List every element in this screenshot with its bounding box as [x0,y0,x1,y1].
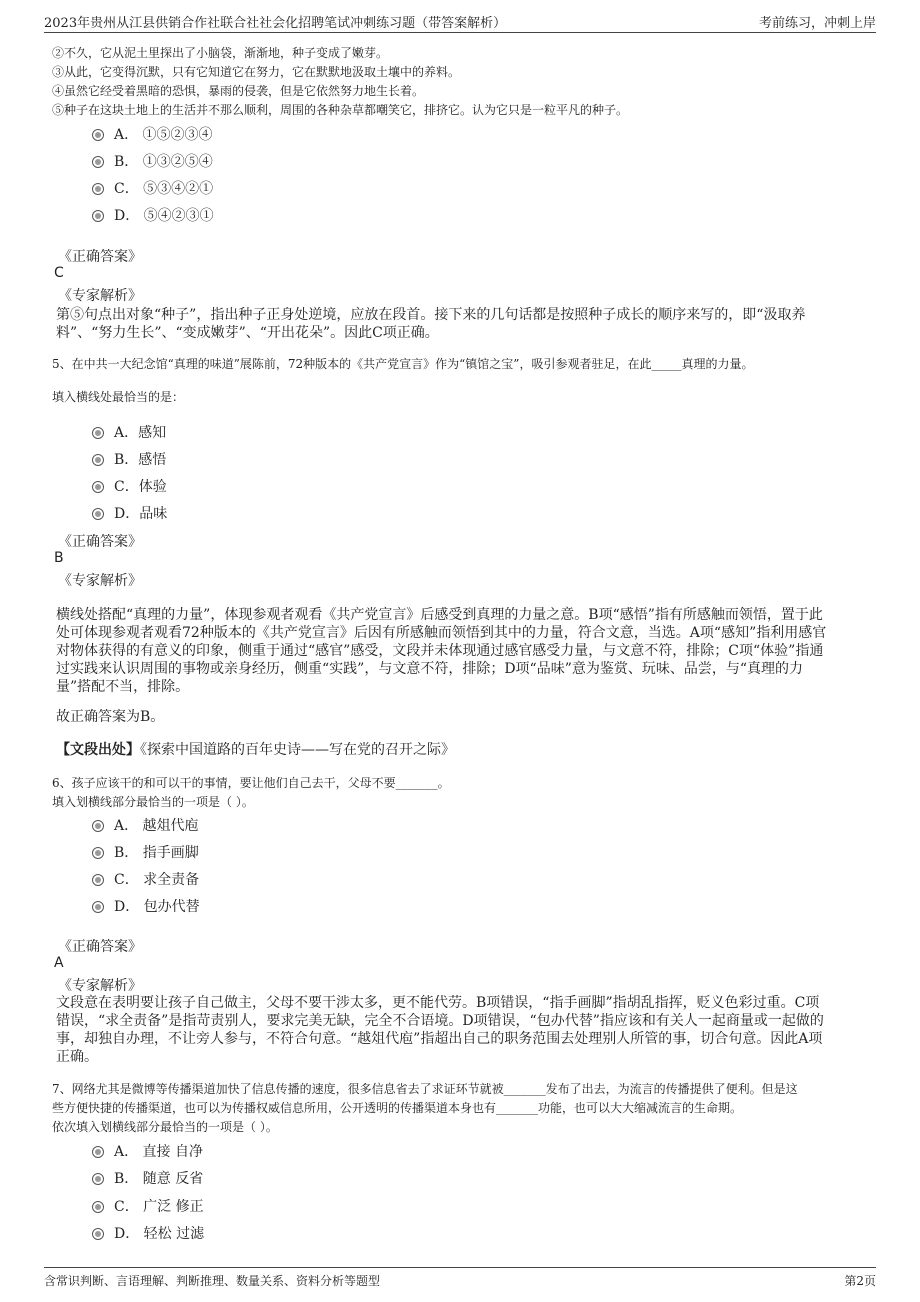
q7-option-c[interactable]: C． 广泛 修正 [92,1196,204,1216]
q5-answer: B [54,550,64,566]
radio-icon[interactable] [92,508,104,520]
q4-option-d[interactable]: D． ⑤④②③① [92,205,214,225]
page-number: 第2页 [844,1274,876,1288]
source-text: 《探索中国道路的百年史诗——写在党的召开之际》 [140,742,455,758]
q6-answer: A [54,955,64,971]
q5-option-b[interactable]: B．感悟 [92,449,166,469]
document-title: 2023年贵州从江县供销合作社联合社社会化招聘笔试冲刺练习题（带答案解析） [44,16,507,31]
q5-option-d[interactable]: D．品味 [92,503,167,523]
q5-analysis-line: 横线处搭配“真理的力量”，体现参观者观看《共产党宣言》后感受到真理的力量之意。B项“感悟”指有所感触而领悟，置于此 [56,607,823,623]
q4-option-b[interactable]: B． ①③②⑤④ [92,151,213,171]
q5-option-a[interactable]: A．感知 [92,422,166,442]
q5-analysis-line: 对物体获得的有意义的印象，侧重于通过“感官”感受，文段并未体现通过感官感受力量，与文意不符，排除；C项“体验”指通 [56,643,824,659]
header-slogan: 考前练习，冲刺上岸 [758,16,876,31]
q4-statement: ②不久，它从泥土里探出了小脑袋，渐渐地，种子变成了嫩芽。 [52,46,389,60]
q4-analysis-label: 《专家解析》 [58,288,142,304]
radio-icon[interactable] [92,454,104,466]
radio-icon[interactable] [92,874,104,886]
q5-analysis-line: 过实践来认识周围的事物或亲身经历，侧重“实践”，与文意不符，排除；D项“品味”意为鉴赏、玩味、品尝，与“真理的力 [56,661,804,677]
radio-icon[interactable] [92,1201,104,1213]
q4-statement: ④虽然它经受着黑暗的恐惧，暴雨的侵袭，但是它依然努力地生长着。 [52,84,425,98]
q5-option-c[interactable]: C．体验 [92,476,167,496]
radio-icon[interactable] [92,901,104,913]
q7-option-d[interactable]: D． 轻松 过滤 [92,1223,204,1243]
q6-prompt: 填入划横线部分最恰当的一项是（ ）。 [52,795,254,809]
q6-answer-label: 《正确答案》 [58,939,142,955]
radio-icon[interactable] [92,129,104,141]
radio-icon[interactable] [92,210,104,222]
q5-prompt: 填入横线处最恰当的是： [52,390,185,404]
q6-question: 6、孩子应该干的和可以干的事情，要让他们自己去干，父母不要_______。 [52,776,450,790]
q6-analysis-line: 文段意在表明要让孩子自己做主，父母不要干涉太多，更不能代劳。B项错误，“指手画脚”指胡乱指挥，贬义色彩过重。C项 [56,995,820,1011]
q4-option-c[interactable]: C． ⑤③④②① [92,178,213,198]
q5-question: 5、在中共一大纪念馆“真理的味道”展陈前，72种版本的《共产党宣言》作为“镇馆之宝”，吸引参观者驻足，在此_____真理的力量。 [52,357,754,371]
q6-option-c[interactable]: C． 求全责备 [92,869,199,889]
q4-answer-label: 《正确答案》 [58,249,142,265]
q6-option-d[interactable]: D． 包办代替 [92,896,200,916]
q7-option-a[interactable]: A． 直接 自净 [92,1141,203,1161]
page-header [44,10,876,33]
q6-analysis-line: 错误，“求全责备”是指苛责别人，要求完美无缺，完全不合语境。D项错误，“包办代替”指应该和有关人一起商量或一起做的 [56,1013,824,1029]
q6-option-b[interactable]: B． 指手画脚 [92,842,199,862]
q7-question-line: 7、网络尤其是微博等传播渠道加快了信息传播的速度，很多信息省去了求证环节就被_______发布了出去，为流言的传播提供了便利。但是这 [52,1082,798,1096]
q5-analysis-label: 《专家解析》 [58,573,142,589]
q4-option-a[interactable]: A． ①⑤②③④ [92,124,213,144]
q5-source [56,739,455,759]
q4-analysis-line: 第⑤句点出对象“种子”，指出种子正身处逆境，应放在段首。接下来的几句话都是按照种子成长的顺序来写的，即“汲取养 [56,307,806,323]
radio-icon[interactable] [92,1173,104,1185]
q5-answer-label: 《正确答案》 [58,534,142,550]
q5-analysis-line: 处可体现参观者观看72种版本的《共产党宣言》后因有所感触而领悟到其中的力量，符合文意，当选。A项“感知”指利用感官 [56,625,827,641]
footer-topics: 含常识判断、言语理解、判断推理、数量关系、资料分析等题型 [44,1274,381,1288]
radio-icon[interactable] [92,481,104,493]
q4-statement: ⑤种子在这块土地上的生活并不那么顺利，周围的各种杂草都嘲笑它，排挤它。认为它只是一粒平凡的种子。 [52,103,629,117]
q7-option-b[interactable]: B． 随意 反省 [92,1168,203,1188]
radio-icon[interactable] [92,156,104,168]
q4-analysis-line: 料”、“努力生长”、“变成嫩芽”、“开出花朵”。因此C项正确。 [56,325,439,341]
q7-question-line: 些方便快捷的传播渠道，也可以为传播权威信息所用，公开透明的传播渠道本身也有_______功能，也可以大大缩减流言的生命期。 [52,1101,743,1115]
q7-prompt: 依次填入划横线部分最恰当的一项是（ ）。 [52,1120,278,1134]
q4-statement: ③从此，它变得沉默，只有它知道它在努力，它在默默地汲取土壤中的养料。 [52,65,461,79]
radio-icon[interactable] [92,1146,104,1158]
radio-icon[interactable] [92,820,104,832]
source-key: 【文段出处】 [56,742,140,758]
q5-analysis-line: 量”搭配不当，排除。 [56,679,190,695]
q6-analysis-line: 事，却独自办理，不让旁人参与，不符合句意。“越俎代庖”指超出自己的职务范围去处理别人所管的事，切合句意。因此A项 [56,1031,823,1047]
page-footer [44,1267,876,1292]
radio-icon[interactable] [92,1228,104,1240]
q6-analysis-label: 《专家解析》 [58,978,142,994]
radio-icon[interactable] [92,427,104,439]
q6-analysis-line: 正确。 [56,1049,98,1065]
q4-answer: C [54,265,64,281]
radio-icon[interactable] [92,183,104,195]
q6-option-a[interactable]: A． 越俎代庖 [92,815,199,835]
radio-icon[interactable] [92,847,104,859]
q5-conclusion: 故正确答案为B。 [56,709,165,725]
